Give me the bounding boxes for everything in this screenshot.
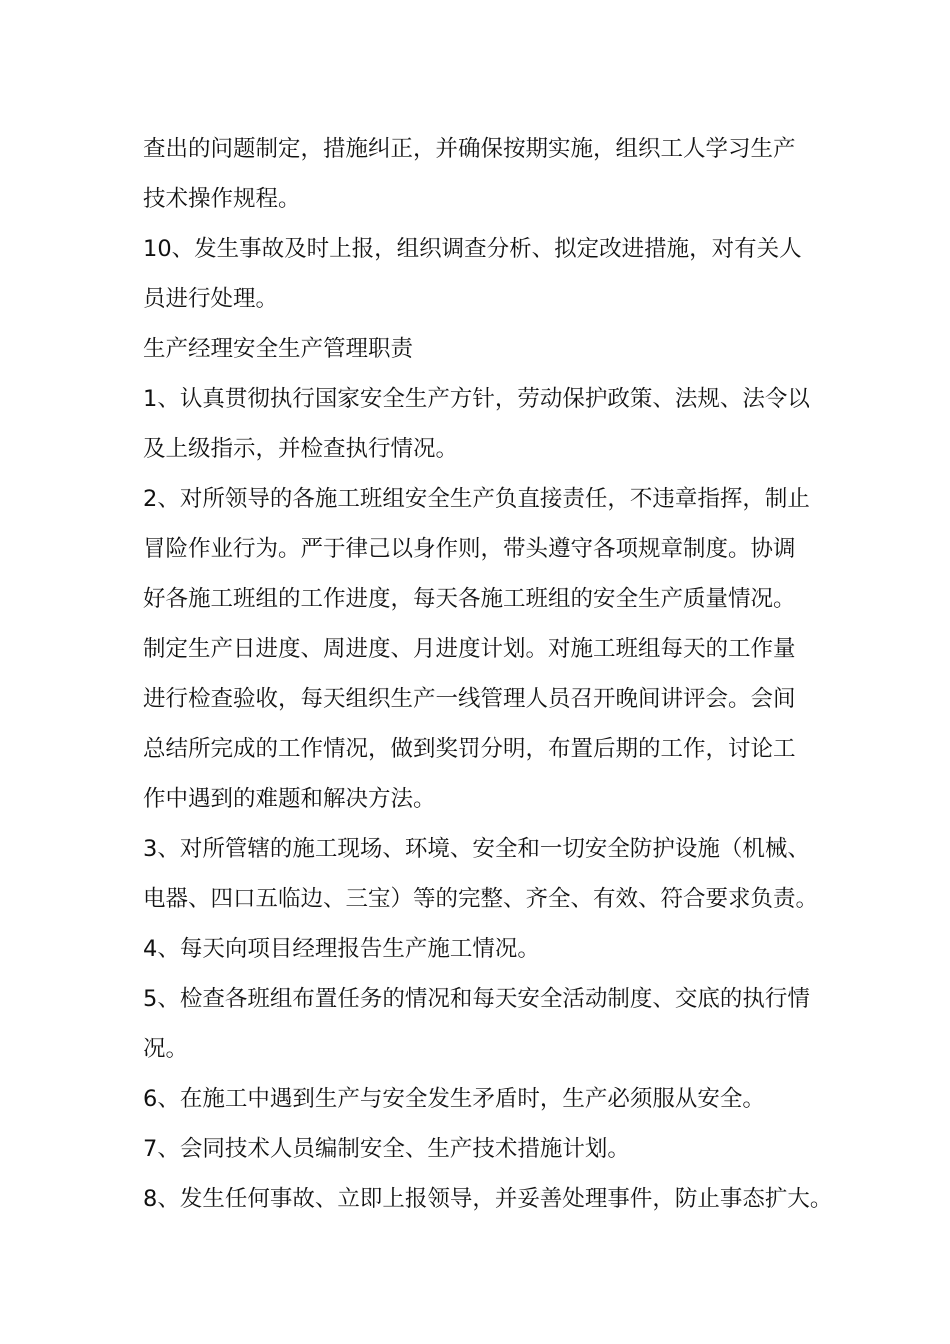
section-heading: 生产经理安全生产管理职责 [143,336,414,362]
text-line: 技术操作规程。 [143,186,301,212]
text-line: 作中遇到的难题和解决方法。 [143,786,436,812]
text-line: 电器、四口五临边、三宝）等的完整、齐全、有效、符合要求负责。 [143,886,819,912]
text-line: 2、对所领导的各施工班组安全生产负直接责任，不违章指挥，制止 [143,486,810,512]
text-line: 1、认真贯彻执行国家安全生产方针，劳动保护政策、法规、法令以 [143,386,810,412]
text-line: 7、会同技术人员编制安全、生产技术措施计划。 [143,1136,630,1162]
text-line: 好各施工班组的工作进度，每天各施工班组的安全生产质量情况。 [143,586,796,612]
text-line: 进行检查验收，每天组织生产一线管理人员召开晚间讲评会。会间 [143,686,796,712]
text-line: 4、每天向项目经理报告生产施工情况。 [143,936,540,962]
text-line: 员进行处理。 [143,286,279,312]
text-line: 总结所完成的工作情况，做到奖罚分明，布置后期的工作，讨论工 [143,736,796,762]
text-line: 况。 [143,1036,189,1062]
text-line: 8、发生任何事故、立即上报领导，并妥善处理事件，防止事态扩大。 [143,1186,833,1212]
text-line: 及上级指示，并检查执行情况。 [143,436,459,462]
text-line: 冒险作业行为。严于律己以身作则，带头遵守各项规章制度。协调 [143,536,796,562]
text-line: 10、发生事故及时上报，组织调查分析、拟定改进措施，对有关人 [143,236,802,262]
text-line: 3、对所管辖的施工现场、环境、安全和一切安全防护设施（机械、 [143,836,810,862]
text-line: 6、在施工中遇到生产与安全发生矛盾时，生产必须服从安全。 [143,1086,765,1112]
text-line: 制定生产日进度、周进度、月进度计划。对施工班组每天的工作量 [143,636,796,662]
text-line: 5、检查各班组布置任务的情况和每天安全活动制度、交底的执行情 [143,986,810,1012]
text-line: 查出的问题制定，措施纠正，并确保按期实施，组织工人学习生产 [143,136,796,162]
document-body [143,124,833,1224]
